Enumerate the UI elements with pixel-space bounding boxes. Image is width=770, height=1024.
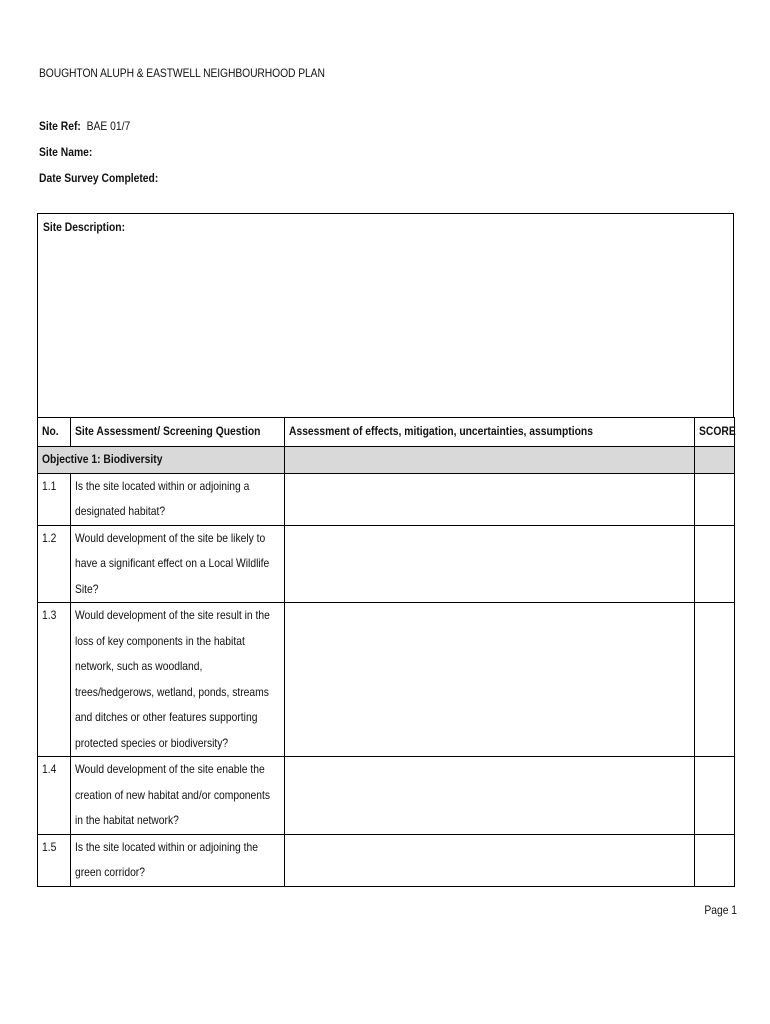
table-header-row: [38, 418, 735, 447]
site-description-label: Site Description:: [43, 220, 126, 234]
row-number: 1.5: [38, 834, 71, 886]
objective-score-cell: [695, 447, 735, 474]
row-question: Is the site located within or adjoining the green corridor?: [71, 834, 285, 886]
objective-label: Objective 1: Biodiversity: [38, 447, 285, 474]
objective-assessment-cell: [285, 447, 695, 474]
score-cell[interactable]: [695, 603, 735, 757]
row-number: 1.3: [38, 603, 71, 757]
document-title: BOUGHTON ALUPH & EASTWELL NEIGHBOURHOOD PLAN: [39, 66, 325, 80]
row-number: 1.2: [38, 525, 71, 603]
objective-row: [38, 447, 735, 474]
score-cell[interactable]: [695, 473, 735, 525]
score-cell[interactable]: [695, 757, 735, 835]
assessment-cell[interactable]: [285, 834, 695, 886]
site-ref-label: Site Ref:: [39, 119, 81, 133]
assessment-table: [37, 417, 735, 887]
row-question: Would development of the site be likely to have a significant effect on a Local Wildlife Site?: [71, 525, 285, 603]
header-score: SCORE: [695, 418, 735, 447]
assessment-cell[interactable]: [285, 525, 695, 603]
header-question: Site Assessment/ Screening Question: [71, 418, 285, 447]
assessment-cell[interactable]: [285, 757, 695, 835]
score-cell[interactable]: [695, 834, 735, 886]
site-name-label: Site Name:: [39, 145, 93, 159]
row-question: Is the site located within or adjoining a designated habitat?: [71, 473, 285, 525]
site-name-line: [39, 145, 92, 159]
page-number: Page 1: [704, 903, 737, 917]
row-number: 1.4: [38, 757, 71, 835]
site-ref-value: BAE 01/7: [86, 119, 131, 133]
score-cell[interactable]: [695, 525, 735, 603]
date-survey-line: [39, 171, 158, 185]
assessment-cell[interactable]: [285, 603, 695, 757]
site-description-box: [37, 213, 734, 418]
row-number: 1.1: [38, 473, 71, 525]
date-survey-label: Date Survey Completed:: [39, 171, 159, 185]
table-row: [38, 525, 735, 603]
table-row: [38, 603, 735, 757]
row-question: Would development of the site enable the creation of new habitat and/or components in the habitat network?: [71, 757, 285, 835]
site-ref-line: [39, 119, 130, 133]
assessment-cell[interactable]: [285, 473, 695, 525]
table-row: [38, 757, 735, 835]
header-no: No.: [38, 418, 71, 447]
row-question: Would development of the site result in the loss of key components in the habitat network, such as woodland, trees/hedgerows, wetland, ponds, streams and ditches or other features supporting protected species or biodiversity?: [71, 603, 285, 757]
header-assessment: Assessment of effects, mitigation, uncertainties, assumptions: [285, 418, 695, 447]
table-row: [38, 473, 735, 525]
table-row: [38, 834, 735, 886]
